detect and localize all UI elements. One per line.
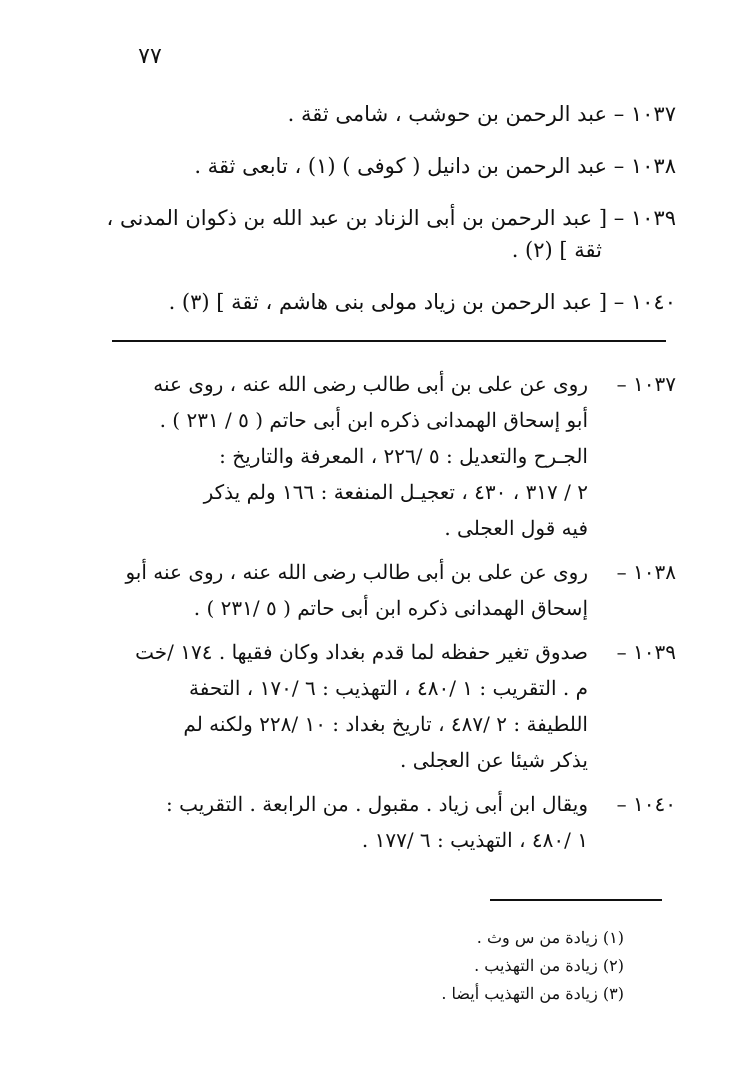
note-number: ١٠٣٧ –: [616, 372, 676, 396]
entry-1037: [76, 98, 676, 130]
note-line: الجـرح والتعديل : ٥ /٢٢٦ ، المعرفة والتاريخ :: [219, 444, 588, 468]
footnote-3: (٣) زيادة من التهذيب أيضا .: [441, 984, 624, 1003]
note-body: [76, 366, 588, 546]
footnote-divider: [490, 899, 662, 901]
note-line: ١ /٤٨٠ ، التهذيب : ٦ /١٧٧ .: [361, 828, 588, 852]
note-line: ويقال ابن أبى زياد . مقبول . من الرابعة . التقريب :: [166, 792, 588, 816]
note-line: م . التقريب : ١ /٤٨٠ ، التهذيب : ٦ /١٧٠ ، التحفة: [189, 676, 588, 700]
footnote-1: (١) زيادة من س وث .: [476, 928, 624, 947]
note-number: ١٠٣٨ –: [616, 560, 676, 584]
note-1037: [76, 366, 676, 546]
note-body: [76, 786, 588, 858]
entry-text: ١٠٣٩ – [ عبد الرحمن بن أبى الزناد بن عبد الله بن ذكوان المدنى ،: [106, 206, 676, 230]
note-line: روى عن على بن أبى طالب رضى الله عنه ، روى عنه أبو: [125, 560, 588, 584]
narrator-entries: [76, 98, 676, 338]
note-line: اللطيفة : ٢ /٤٨٧ ، تاريخ بغداد : ١٠ /٢٢٨ ولكنه لم: [183, 712, 588, 736]
entry-text-continued: ثقة ] (٢) .: [511, 238, 602, 262]
note-number: ١٠٤٠ –: [616, 792, 676, 816]
note-body: [76, 634, 588, 778]
note-number: ١٠٣٩ –: [616, 640, 676, 664]
note-1038: [76, 554, 676, 626]
note-line: ٢ / ٣١٧ ، ٤٣٠ ، تعجيـل المنفعة : ١٦٦ ولم يذكر: [203, 480, 588, 504]
note-1040: [76, 786, 676, 858]
section-divider: [112, 340, 666, 342]
entry-1040: [76, 286, 676, 318]
entry-text: ١٠٣٨ – عبد الرحمن بن دانيل ( كوفى ) (١) ، تابعى ثقة .: [194, 154, 676, 178]
footnote-2: (٢) زيادة من التهذيب .: [474, 956, 624, 975]
commentary-notes: [76, 366, 676, 866]
entry-text: ١٠٤٠ – [ عبد الرحمن بن زياد مولى بنى هاشم ، ثقة ] (٣) .: [168, 290, 676, 314]
page-number: ٧٧: [138, 44, 162, 69]
note-line: صدوق تغير حفظه لما قدم بغداد وكان فقيها . ١٧٤ /خت: [135, 640, 588, 664]
note-line: روى عن على بن أبى طالب رضى الله عنه ، روى عنه: [153, 372, 588, 396]
note-body: [76, 554, 588, 626]
entry-text: ١٠٣٧ – عبد الرحمن بن حوشب ، شامى ثقة .: [287, 102, 676, 126]
note-1039: [76, 634, 676, 778]
footnotes: [324, 924, 624, 1008]
entry-1039: [76, 202, 676, 266]
note-line: أبو إسحاق الهمدانى ذكره ابن أبى حاتم ( ٥ / ٢٣١ ) .: [159, 408, 588, 432]
note-line: إسحاق الهمدانى ذكره ابن أبى حاتم ( ٥ /٢٣١ ) .: [193, 596, 588, 620]
note-line: فيه قول العجلى .: [444, 516, 588, 540]
entry-1038: [76, 150, 676, 182]
note-line: يذكر شيئا عن العجلى .: [400, 748, 588, 772]
